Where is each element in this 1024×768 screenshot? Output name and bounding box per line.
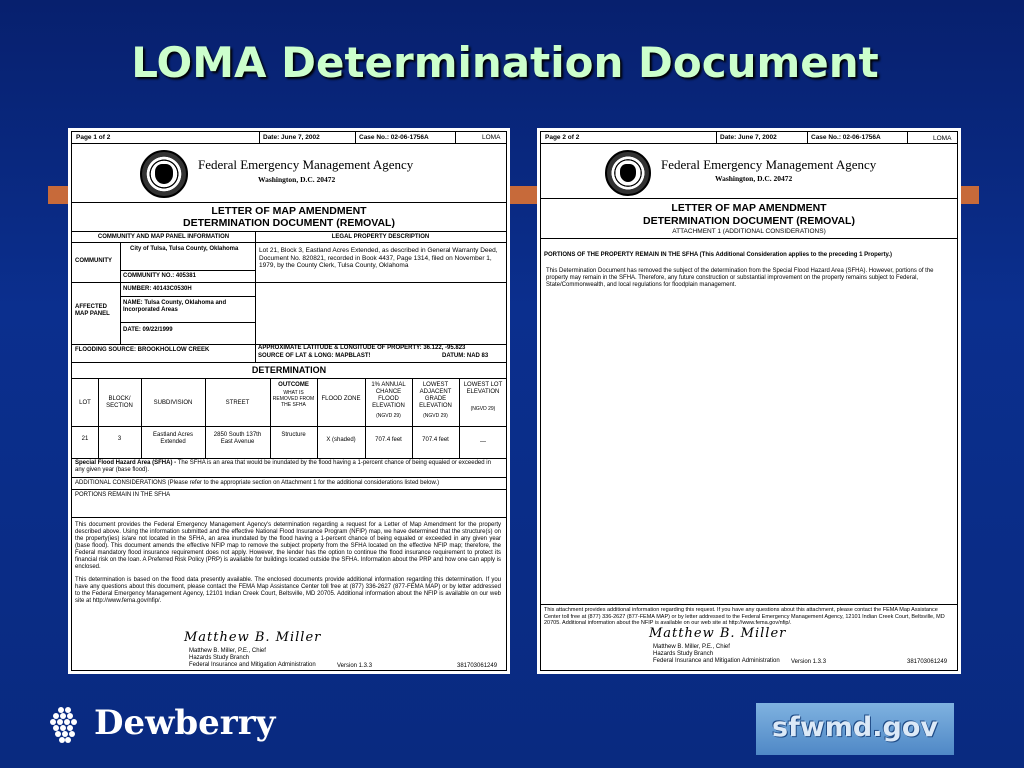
doc-id: 381703061249 — [907, 659, 948, 665]
community-number: COMMUNITY NO.: 405381 — [123, 273, 196, 279]
page-number: Page 1 of 2 — [76, 134, 111, 141]
col-annual-chance: 1% ANNUAL CHANCE FLOOD ELEVATION — [371, 382, 406, 409]
cell-street: 2850 South 137th East Avenue — [213, 432, 262, 445]
cell-outcome: Structure — [281, 432, 306, 438]
col-subdivision: SUBDIVISION — [153, 400, 193, 406]
sfha-term: Special Flood Hazard Area (SFHA) - — [75, 460, 177, 466]
doc-type: LOMA — [482, 134, 501, 141]
agency-address: Washington, D.C. 20472 — [258, 175, 336, 184]
community-header: COMMUNITY AND MAP PANEL INFORMATION — [97, 234, 230, 240]
col-llot-sub: (NGVD 29) — [470, 406, 496, 412]
cell-flood-zone: X (shaded) — [326, 437, 356, 443]
cell-lot: 21 — [81, 436, 89, 442]
slide-title: LOMA Determination Document — [131, 38, 879, 87]
agency-address: Washington, D.C. 20472 — [715, 174, 793, 183]
doc-heading-3: ATTACHMENT 1 (ADDITIONAL CONSIDERATIONS) — [672, 228, 826, 235]
portions-heading: PORTIONS OF THE PROPERTY REMAIN IN THE SFHA (This Additional Consideration applies to the preceding 1 Property.) — [544, 252, 893, 258]
col-block: BLOCK/ SECTION — [106, 396, 133, 409]
col-lag-sub: (NGVD 29) — [423, 413, 448, 419]
community-value: City of Tulsa, Tulsa County, Oklahoma — [130, 246, 239, 252]
cell-subdivision: Eastland Acres Extended — [152, 432, 194, 445]
signer-branch: Hazards Study Branch — [653, 651, 714, 657]
panel-number: NUMBER: 40143C0530H — [123, 286, 192, 292]
doc-date: Date: June 7, 2002 — [720, 134, 777, 141]
portions-text: This Determination Document has removed the subject of the determination from the Special Flood Hazard Area (SFHA). However, portions of the property may remain in the SFHA. Therefore, any future construction or substantial improvement on the property remains subject to Federal, State/Commonwealth, and local regulations for floodplain management. — [546, 268, 934, 288]
doc-id: 381703061249 — [457, 663, 498, 669]
doc-heading-2: DETERMINATION DOCUMENT (REMOVAL) — [183, 217, 395, 229]
legal-description: Lot 21, Block 3, Eastland Acres Extended, as described in General Warranty Deed, Document No. 820821, recorded in Book 4437, Page 1314, filed on November 1, 1979, by the County Clerk, Tulsa County, Oklahoma — [259, 247, 498, 269]
signer-admin: Federal Insurance and Mitigation Administration — [189, 662, 316, 668]
panel-name: NAME: Tulsa County, Oklahoma and Incorporated Areas — [123, 300, 227, 313]
col-flood-zone: FLOOD ZONE — [321, 396, 361, 402]
col-lowest-adjacent: LOWEST ADJACENT GRADE ELEVATION — [419, 382, 452, 409]
legal-header: LEGAL PROPERTY DESCRIPTION — [331, 234, 430, 240]
loma-page-2 — [537, 128, 961, 674]
col-outcome: OUTCOME — [278, 382, 309, 388]
left-accent-bar — [48, 186, 68, 204]
signature: Matthew B. Miller — [649, 626, 787, 641]
affected-panel-label: AFFECTED MAP PANEL — [75, 304, 110, 317]
additional-considerations: ADDITIONAL CONSIDERATIONS (Please refer to the appropriate section on Attachment 1 for the additional considerations listed below.) — [75, 480, 440, 486]
right-accent-bar — [961, 186, 979, 204]
version: Version 1.3.3 — [791, 659, 827, 665]
case-number: Case No.: 02-06-1756A — [359, 134, 429, 141]
doc-heading-1: LETTER OF MAP AMENDMENT — [671, 202, 827, 214]
panel-date: DATE: 09/22/1999 — [123, 327, 173, 333]
case-number: Case No.: 02-06-1756A — [811, 134, 881, 141]
doc-heading-2: DETERMINATION DOCUMENT (REMOVAL) — [643, 215, 855, 227]
doc-date: Date: June 7, 2002 — [263, 134, 320, 141]
portions-remain: PORTIONS REMAIN IN THE SFHA — [75, 492, 171, 498]
body-paragraph-2: This determination is based on the flood data presently available. The enclosed documents provide additional information regarding this determination. If you have any questions about this document, please contact the FEMA Map Assistance Center toll free at (877) 336-2627 (877-FEMA MAP) or by letter addressed to the Federal Emergency Management Agency, 12101 Indian Creek Court, Beltsville, MD 20705. Additional information about the NFIP is available on our web site at http://www.fema.gov/nfip/. — [75, 577, 501, 604]
signer-branch: Hazards Study Branch — [189, 655, 250, 661]
body-paragraph-1: This document provides the Federal Emergency Management Agency's determination regarding a request for a Letter of Map Amendment for the property described above. Using the information submitted and the effective National Flood Insurance Program (NFIP) map, we have determined that the structure(s) on the property(ies) is/are not located in the SFHA, an area inundated by the flood having a 1-percent chance of being equaled or exceeded in any given year (base flood). This document amends the effective NFIP map to remove the subject property from the SFHA located on the effective NFIP map; therefore, the Federal mandatory flood insurance requirement does not apply. However, the lender has the option to continue the flood insurance requirement to protect its financial risk on the loan. A Preferred Risk Policy (PRP) is available for buildings located outside the SFHA. Information about the PRP and how one can apply is enclosed. — [75, 522, 501, 570]
cell-llot: — — [480, 439, 486, 445]
cell-lag: 707.4 feet — [422, 437, 449, 443]
loma-page-1 — [68, 128, 510, 674]
signer-name: Matthew B. Miller, P.E., Chief — [653, 644, 730, 650]
determination-header: DETERMINATION — [251, 365, 327, 375]
doc-heading-1: LETTER OF MAP AMENDMENT — [211, 205, 367, 217]
cell-block: 3 — [117, 436, 122, 442]
datum: DATUM: NAD 83 — [442, 353, 489, 359]
agency-name: Federal Emergency Management Agency — [661, 157, 877, 172]
attachment-footer-text: This attachment provides additional information regarding this request. If you have any questions about this attachment, please contact the FEMA Map Assistance Center toll free at (877) 336-2627 (877-FEMA MAP) or by letter addressed to the Federal Emergency Management Agency, 12101 Indian Creek Court, Beltsville, MD 20705. Additional information about the NFIP is available on our web site at http://www.fema.gov/nfip/. — [544, 607, 945, 626]
sfwmd-logo-text: sfwmd.gov — [772, 712, 938, 743]
col-annual-sub: (NGVD 29) — [376, 413, 401, 419]
dewberry-logo-icon — [50, 707, 78, 745]
col-lowest-lot: LOWEST LOT ELEVATION — [463, 382, 503, 395]
sfha-definition — [75, 460, 500, 474]
fema-seal-icon — [140, 150, 188, 198]
center-accent-bar — [510, 186, 537, 204]
dewberry-logo-text: Dewberry — [94, 703, 276, 743]
col-lot: LOT — [79, 400, 91, 406]
lat-long: APPROXIMATE LATITUDE & LONGITUDE OF PROPERTY: 36.122, -95.823 — [258, 345, 466, 351]
col-outcome-sub: WHAT IS REMOVED FROM THE SFHA — [272, 390, 315, 408]
community-label: COMMUNITY — [75, 258, 112, 264]
page-number: Page 2 of 2 — [545, 134, 580, 141]
signature: Matthew B. Miller — [184, 630, 322, 645]
cell-annual: 707.4 feet — [375, 437, 402, 443]
signer-name: Matthew B. Miller, P.E., Chief — [189, 648, 266, 654]
sfwmd-logo[interactable] — [756, 703, 954, 755]
fema-seal-icon — [605, 150, 651, 196]
sfha-text: The SFHA is an area that would be inundated by the flood having a 1-percent chance of being equaled or exceeded in any given year (base flood). — [75, 460, 491, 473]
col-street: STREET — [225, 400, 250, 406]
lat-long-source: SOURCE OF LAT & LONG: MAPBLAST! — [258, 353, 371, 359]
signer-admin: Federal Insurance and Mitigation Administration — [653, 658, 780, 664]
version: Version 1.3.3 — [337, 663, 373, 669]
agency-name: Federal Emergency Management Agency — [198, 157, 414, 172]
flooding-source: FLOODING SOURCE: BROOKHOLLOW CREEK — [75, 347, 210, 353]
doc-type: LOMA — [933, 135, 952, 142]
